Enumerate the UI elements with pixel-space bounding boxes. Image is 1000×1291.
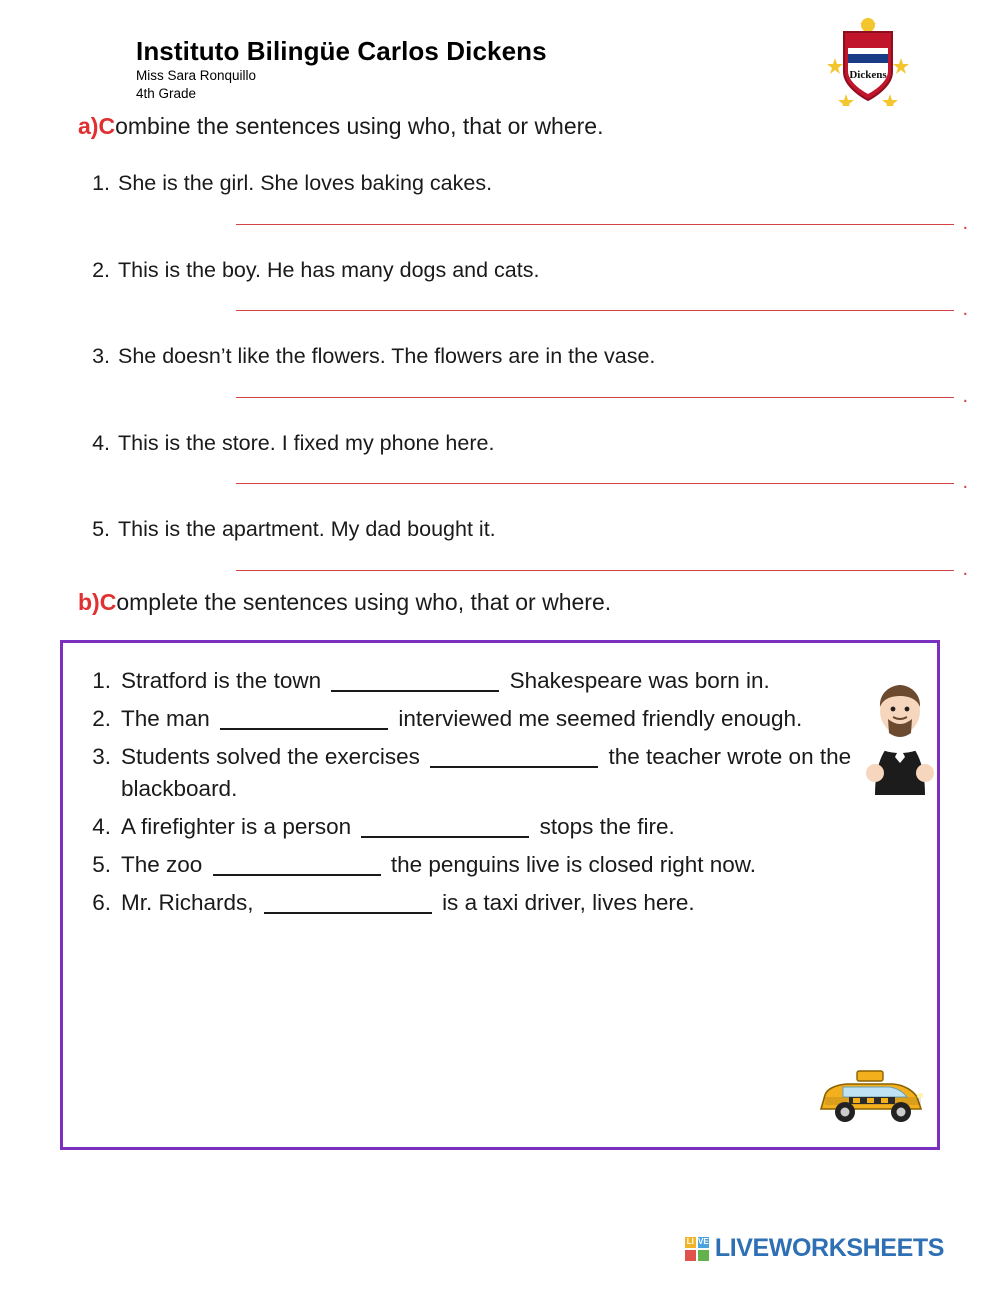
liveworksheets-wordmark: LIVEWORKSHEETS bbox=[714, 1234, 944, 1262]
list-item bbox=[77, 811, 915, 843]
list-item bbox=[77, 849, 915, 881]
school-crest-icon bbox=[826, 16, 910, 106]
mark-cell-4 bbox=[698, 1250, 709, 1261]
section-b-letter: b) bbox=[78, 589, 100, 615]
list-item bbox=[0, 430, 1000, 494]
page-header bbox=[0, 0, 1000, 120]
fill-blank-input[interactable] bbox=[361, 814, 529, 838]
item-text-after: the penguins live is closed right now. bbox=[390, 851, 757, 877]
section-a-instruction-text: ombine the sentences using who, that or where. bbox=[115, 113, 604, 139]
item-text-before: Students solved the exercises bbox=[121, 743, 420, 769]
item-text-after: Shakespeare was born in. bbox=[509, 667, 770, 693]
mark-cell-ve: VE bbox=[698, 1237, 709, 1246]
item-number: 3. bbox=[92, 743, 111, 769]
item-text-after: interviewed me seemed friendly enough. bbox=[398, 705, 803, 731]
fill-blank-input[interactable] bbox=[264, 890, 432, 914]
mark-cell-3 bbox=[685, 1250, 696, 1261]
section-a-instruction bbox=[0, 112, 1000, 142]
answer-line[interactable] bbox=[236, 298, 968, 321]
svg-text:Dickens: Dickens bbox=[849, 69, 887, 81]
fill-blank-input[interactable] bbox=[213, 852, 381, 876]
shakespeare-illustration-icon bbox=[855, 677, 945, 797]
answer-line[interactable] bbox=[236, 471, 968, 494]
item-text: This is the store. I fixed my phone here. bbox=[118, 430, 495, 455]
section-b-instruction-text: omplete the sentences using who, that or where. bbox=[116, 589, 612, 615]
item-number: 2. bbox=[92, 257, 110, 282]
section-a-question-list bbox=[0, 170, 1000, 581]
list-item bbox=[0, 517, 1000, 581]
grade-level: 4th Grade bbox=[136, 86, 197, 101]
answer-rule-line bbox=[236, 570, 954, 571]
item-text-before: The man bbox=[121, 705, 210, 731]
section-b-question-list bbox=[77, 665, 915, 919]
answer-period: . bbox=[962, 471, 968, 494]
answer-line[interactable] bbox=[236, 211, 968, 234]
list-item bbox=[77, 665, 915, 697]
item-number: 3. bbox=[92, 344, 110, 369]
answer-line[interactable] bbox=[236, 558, 968, 581]
item-text-after: is a taxi driver, lives here. bbox=[442, 889, 695, 915]
section-a-letter: a) bbox=[78, 113, 99, 139]
item-text: This is the boy. He has many dogs and cats. bbox=[118, 257, 540, 282]
answer-rule-line bbox=[236, 310, 954, 311]
answer-rule-line bbox=[236, 397, 954, 398]
liveworksheets-logo[interactable] bbox=[685, 1234, 944, 1263]
section-a-capital: C bbox=[98, 113, 116, 139]
fill-blank-input[interactable] bbox=[331, 668, 499, 692]
item-text-after: the teacher wrote on the blackboard. bbox=[121, 743, 852, 801]
list-item bbox=[77, 741, 915, 805]
answer-period: . bbox=[962, 384, 968, 407]
section-b-capital: C bbox=[99, 589, 117, 615]
item-text-before: The zoo bbox=[121, 851, 203, 877]
item-number: 1. bbox=[92, 170, 110, 195]
item-number: 6. bbox=[92, 889, 111, 915]
item-text-before: Stratford is the town bbox=[121, 667, 322, 693]
section-b bbox=[0, 588, 1000, 1150]
answer-period: . bbox=[962, 211, 968, 234]
item-number: 5. bbox=[92, 851, 111, 877]
fill-blank-input[interactable] bbox=[220, 706, 388, 730]
list-item bbox=[77, 887, 915, 919]
item-text: This is the apartment. My dad bought it. bbox=[118, 517, 496, 542]
item-text-after: stops the fire. bbox=[539, 813, 675, 839]
list-item bbox=[0, 344, 1000, 407]
answer-rule-line bbox=[236, 224, 954, 225]
teacher-name: Miss Sara Ronquillo bbox=[136, 68, 257, 83]
section-a bbox=[0, 112, 1000, 581]
mark-cell-li: LI bbox=[686, 1237, 694, 1246]
answer-period: . bbox=[962, 558, 968, 581]
liveworksheets-mark-icon bbox=[685, 1237, 709, 1261]
section-b-box bbox=[60, 640, 940, 1150]
taxi-illustration-icon bbox=[813, 1067, 929, 1127]
list-item bbox=[0, 257, 1000, 321]
item-number: 4. bbox=[92, 430, 110, 455]
item-text-before: A firefighter is a person bbox=[121, 813, 352, 839]
item-number: 4. bbox=[92, 813, 111, 839]
answer-line[interactable] bbox=[236, 384, 968, 407]
item-text-before: Mr. Richards, bbox=[121, 889, 254, 915]
item-number: 5. bbox=[92, 517, 110, 542]
item-number: 1. bbox=[92, 667, 111, 693]
list-item bbox=[77, 703, 915, 735]
item-text: She is the girl. She loves baking cakes. bbox=[118, 170, 493, 195]
item-number: 2. bbox=[92, 705, 111, 731]
page-footer bbox=[0, 1229, 1000, 1269]
school-title: Instituto Bilingüe Carlos Dickens bbox=[136, 36, 547, 66]
fill-blank-input[interactable] bbox=[430, 744, 598, 768]
section-b-instruction bbox=[0, 588, 1000, 618]
answer-rule-line bbox=[236, 483, 954, 484]
answer-period: . bbox=[962, 298, 968, 321]
item-text: She doesn’t like the flowers. The flowers are in the vase. bbox=[118, 344, 656, 369]
list-item bbox=[0, 170, 1000, 234]
